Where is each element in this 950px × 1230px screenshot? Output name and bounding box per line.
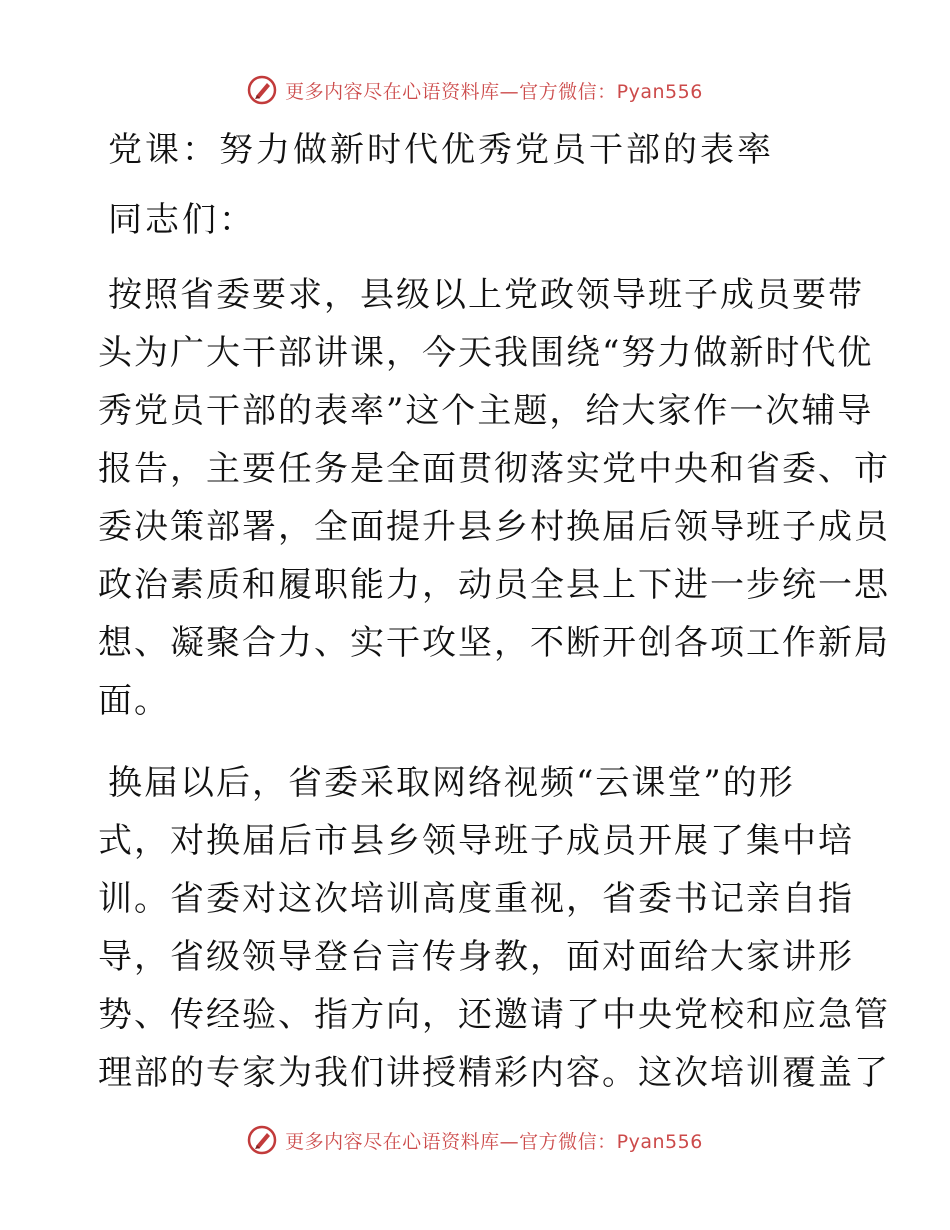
- paragraph-line: 政治素质和履职能力，动员全县上下进一步统一思: [98, 565, 890, 605]
- document-title: 党课：努力做新时代优秀党员干部的表率: [108, 130, 774, 170]
- paragraph-line: 导，省级领导登台言传身教，面对面给大家讲形: [98, 937, 854, 977]
- paragraph-2: [98, 754, 890, 1102]
- paragraph-line: 按照省委要求，县级以上党政领导班子成员要带: [108, 275, 864, 315]
- paragraph-line: 秀党员干部的表率”这个主题，给大家作一次辅导: [98, 391, 874, 431]
- watermark-text: 更多内容尽在心语资料库—官方微信：Pyan556: [285, 1130, 703, 1153]
- paragraph-line: 训。省委对这次培训高度重视，省委书记亲自指: [98, 879, 854, 919]
- paragraph-line: 换届以后，省委采取网络视频“云课堂”的形: [108, 763, 795, 803]
- paragraph-line: 报告，主要任务是全面贯彻落实党中央和省委、市: [98, 449, 890, 489]
- watermark-text: 更多内容尽在心语资料库—官方微信：Pyan556: [285, 80, 703, 103]
- paragraph-line: 头为广大干部讲课，今天我围绕“努力做新时代优: [98, 333, 874, 373]
- paragraph-line: 想、凝聚合力、实干攻坚，不断开创各项工作新局: [98, 623, 890, 663]
- paragraph-line: 理部的专家为我们讲授精彩内容。这次培训覆盖了: [98, 1053, 890, 1093]
- paragraph-1: [98, 266, 890, 730]
- pen-logo-icon: [247, 75, 277, 105]
- pen-logo-icon: [247, 1125, 277, 1155]
- document-body: [98, 128, 890, 1102]
- watermark-header: [0, 72, 950, 108]
- paragraph-line: 式，对换届后市县乡领导班子成员开展了集中培: [98, 821, 854, 861]
- paragraph-line: 势、传经验、指方向，还邀请了中央党校和应急管: [98, 995, 890, 1035]
- paragraph-line: 委决策部署，全面提升县乡村换届后领导班子成员: [98, 507, 890, 547]
- watermark-footer: [0, 1122, 950, 1158]
- paragraph-line: 面。: [98, 681, 170, 721]
- salutation: 同志们：: [108, 200, 256, 240]
